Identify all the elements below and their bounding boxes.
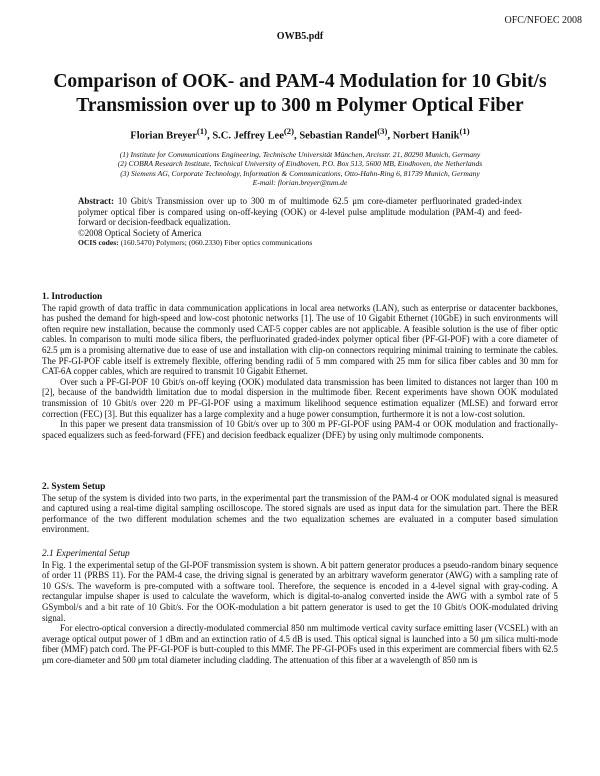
affiliation-line: (1) Institute for Communications Engineering, Technische Universität München, Arcisstr. 21, 80290 Munich, Germany	[119, 150, 481, 159]
ocis-codes	[78, 238, 522, 249]
author-separator: ,	[294, 130, 300, 142]
author-name: S.C. Jeffrey Lee	[212, 130, 284, 142]
abstract-label: Abstract:	[78, 196, 114, 206]
author-name: Norbert Hanik	[392, 130, 460, 142]
section-heading: 2. System Setup	[42, 482, 106, 492]
author-name: Florian Breyer	[130, 130, 197, 142]
abstract-body: 10 Gbit/s Transmission over up to 300 m of multimode 62.5 μm core-diameter perfluorinated graded-index polymer optical fiber is compared using on-off-keying (OOK) or 4-level pulse amplitude modulation (PAM-4) and feed-forward or decision-feedback equalization.	[78, 196, 523, 227]
section-experimental-setup	[42, 549, 558, 666]
section-heading: 1. Introduction	[42, 292, 103, 302]
paragraph: The rapid growth of data traffic in data communication applications in local area networks (LAN), such as enterprise or datacenter backbones, has pushed the demand for high-speed and low-cost photonic networks [1]. The use of 10 Gigabit Ethernet (10GbE) in such environments will often require new installation, because the commonly used CAT-5 copper cables are not applicable. A feasible solution is the use of fiber optic cables. In comparison to multi mode silica fibers, the perfluorinated graded-index polymer optical fiber (PF-GI-POF) with a core diameter of 62.5 μm is a promising alternative due to ease of use and installation with clip-on connectors requiring minimal training to terminate the cables. The PF-GI-POF cable itself is extremely flexible, offering bending radii of 5 mm compared with 25 mm for silica fiber cables and 30 mm for CAT-6A copper cables, which are required to transmit 10 Gigabit Ethernet.	[42, 302, 558, 377]
author-list	[40, 126, 560, 142]
author-affil-mark: (2)	[283, 126, 295, 136]
author-name: Sebastian Randel	[299, 130, 378, 142]
paragraph: The setup of the system is divided into two parts, in the experimental part the transmission of the PAM-4 or OOK modulated signal is measured and captured using a real-time digital sampling oscilloscope. The stored signals are used as input data for the simulation part. There the BER performance of the two different modulation schemes and the two equalization schemes are evaluated in a computer based simulation environment.	[42, 492, 558, 535]
abstract-text	[78, 196, 522, 228]
paragraph: Over such a PF-GI-POF 10 Gbit/s on-off keying (OOK) modulated data transmission has been limited to distances not larger than 100 m [2], because of the bandwidth limitation due to modal dispersion in the multimode fiber. Recent experiments have shown OOK modulated transmission of 10 Gbit/s over 220 m PF-GI-POF using a maximum likelihood sequence estimation equalizer (MLSE) and forward error correction (FEC) [3]. But this equalizer has a large complexity and a huge power consumption, furthermore it is not a low-cost solution.	[42, 376, 558, 419]
author-affil-mark: (1)	[196, 126, 208, 136]
paper-filename: OWB5.pdf	[276, 31, 324, 42]
affiliation-line: (2) COBRA Research Institute, Technical University of Eindhoven, P.O. Box 513, 5600 MB, Eindhoven, the Netherlands	[117, 159, 483, 169]
paragraph: For electro-optical conversion a directly-modulated commercial 850 nm multimode vertical cavity surface emitting laser (VCSEL) with an average optical output power of 1 dBm and an extinction ratio of 4.5 dB is used. This optical signal is launched into a 50 μm silica multi-mode fiber (MMF) patch cord. The PF-GI-POF is butt-coupled to this MMF. The PF-GI-POFs used in this experiment are commercial fibers with 62.5 μm core-diameter and 500 μm total diameter including cladding. The attenuation of this fiber at a wavelength of 850 nm is	[42, 623, 558, 665]
author-separator: ,	[387, 130, 393, 142]
conference-label: OFC/NFOEC 2008	[504, 15, 582, 26]
ocis-values: (160.5470) Polymers; (060.2330) Fiber optics communications	[120, 238, 313, 247]
copyright-notice: ©2008 Optical Society of America	[78, 227, 202, 238]
author-affil-mark: (1)	[459, 126, 470, 136]
subsection-heading: 2.1 Experimental Setup	[42, 549, 130, 559]
ocis-label: OCIS codes:	[78, 238, 119, 247]
section-system-setup	[42, 482, 558, 535]
paragraph: In this paper we present data transmission of 10 Gbit/s over up to 300 m PF-GI-POF using PAM-4 or OOK modulation and fractionally-spaced equalizers such as feed-forward (FFE) and decision feedback equalizer (DFE) by using only multimode components.	[42, 419, 558, 440]
contact-email: E-mail: florian.breyer@tum.de	[252, 177, 348, 187]
paragraph: In Fig. 1 the experimental setup of the GI-POF transmission system is shown. A bit pattern generator produces a pseudo-random binary sequence of order 11 (PRBS 11). For the PAM-4 case, the driving signal is generated by an arbitrary waveform generator (AWG) with a sampling rate of 10 GS/s. The waveform is pre-computed with a software tool. Therefore, the sequence is encoded in a 4-level signal with gray-coding. A rectangular impulse shaper is used to calculate the waveform, which is digital-to-analog converted inside the AWG with a symbol rate of 5 GSymbol/s and a bit rate of 10 Gbit/s. For the OOK-modulation a bit pattern generator is used to get the 10 Gbit/s OOK-modulated driving signal.	[42, 559, 558, 623]
author-affil-mark: (3)	[377, 126, 388, 136]
title-line-2: Transmission over up to 300 m Polymer Optical Fiber	[76, 95, 524, 116]
title-line-1: Comparison of OOK- and PAM-4 Modulation for 10 Gbit/s	[53, 71, 547, 92]
paper-title	[40, 70, 560, 118]
affiliation-line: (3) Siemens AG, Corporate Technology, Information & Communications, Otto-Hahn-Ring 6, 81739 Munich, Germany	[120, 168, 480, 178]
affiliations	[40, 150, 560, 187]
author-separator: ,	[207, 130, 213, 142]
section-introduction	[42, 292, 558, 440]
abstract-block	[78, 196, 522, 249]
